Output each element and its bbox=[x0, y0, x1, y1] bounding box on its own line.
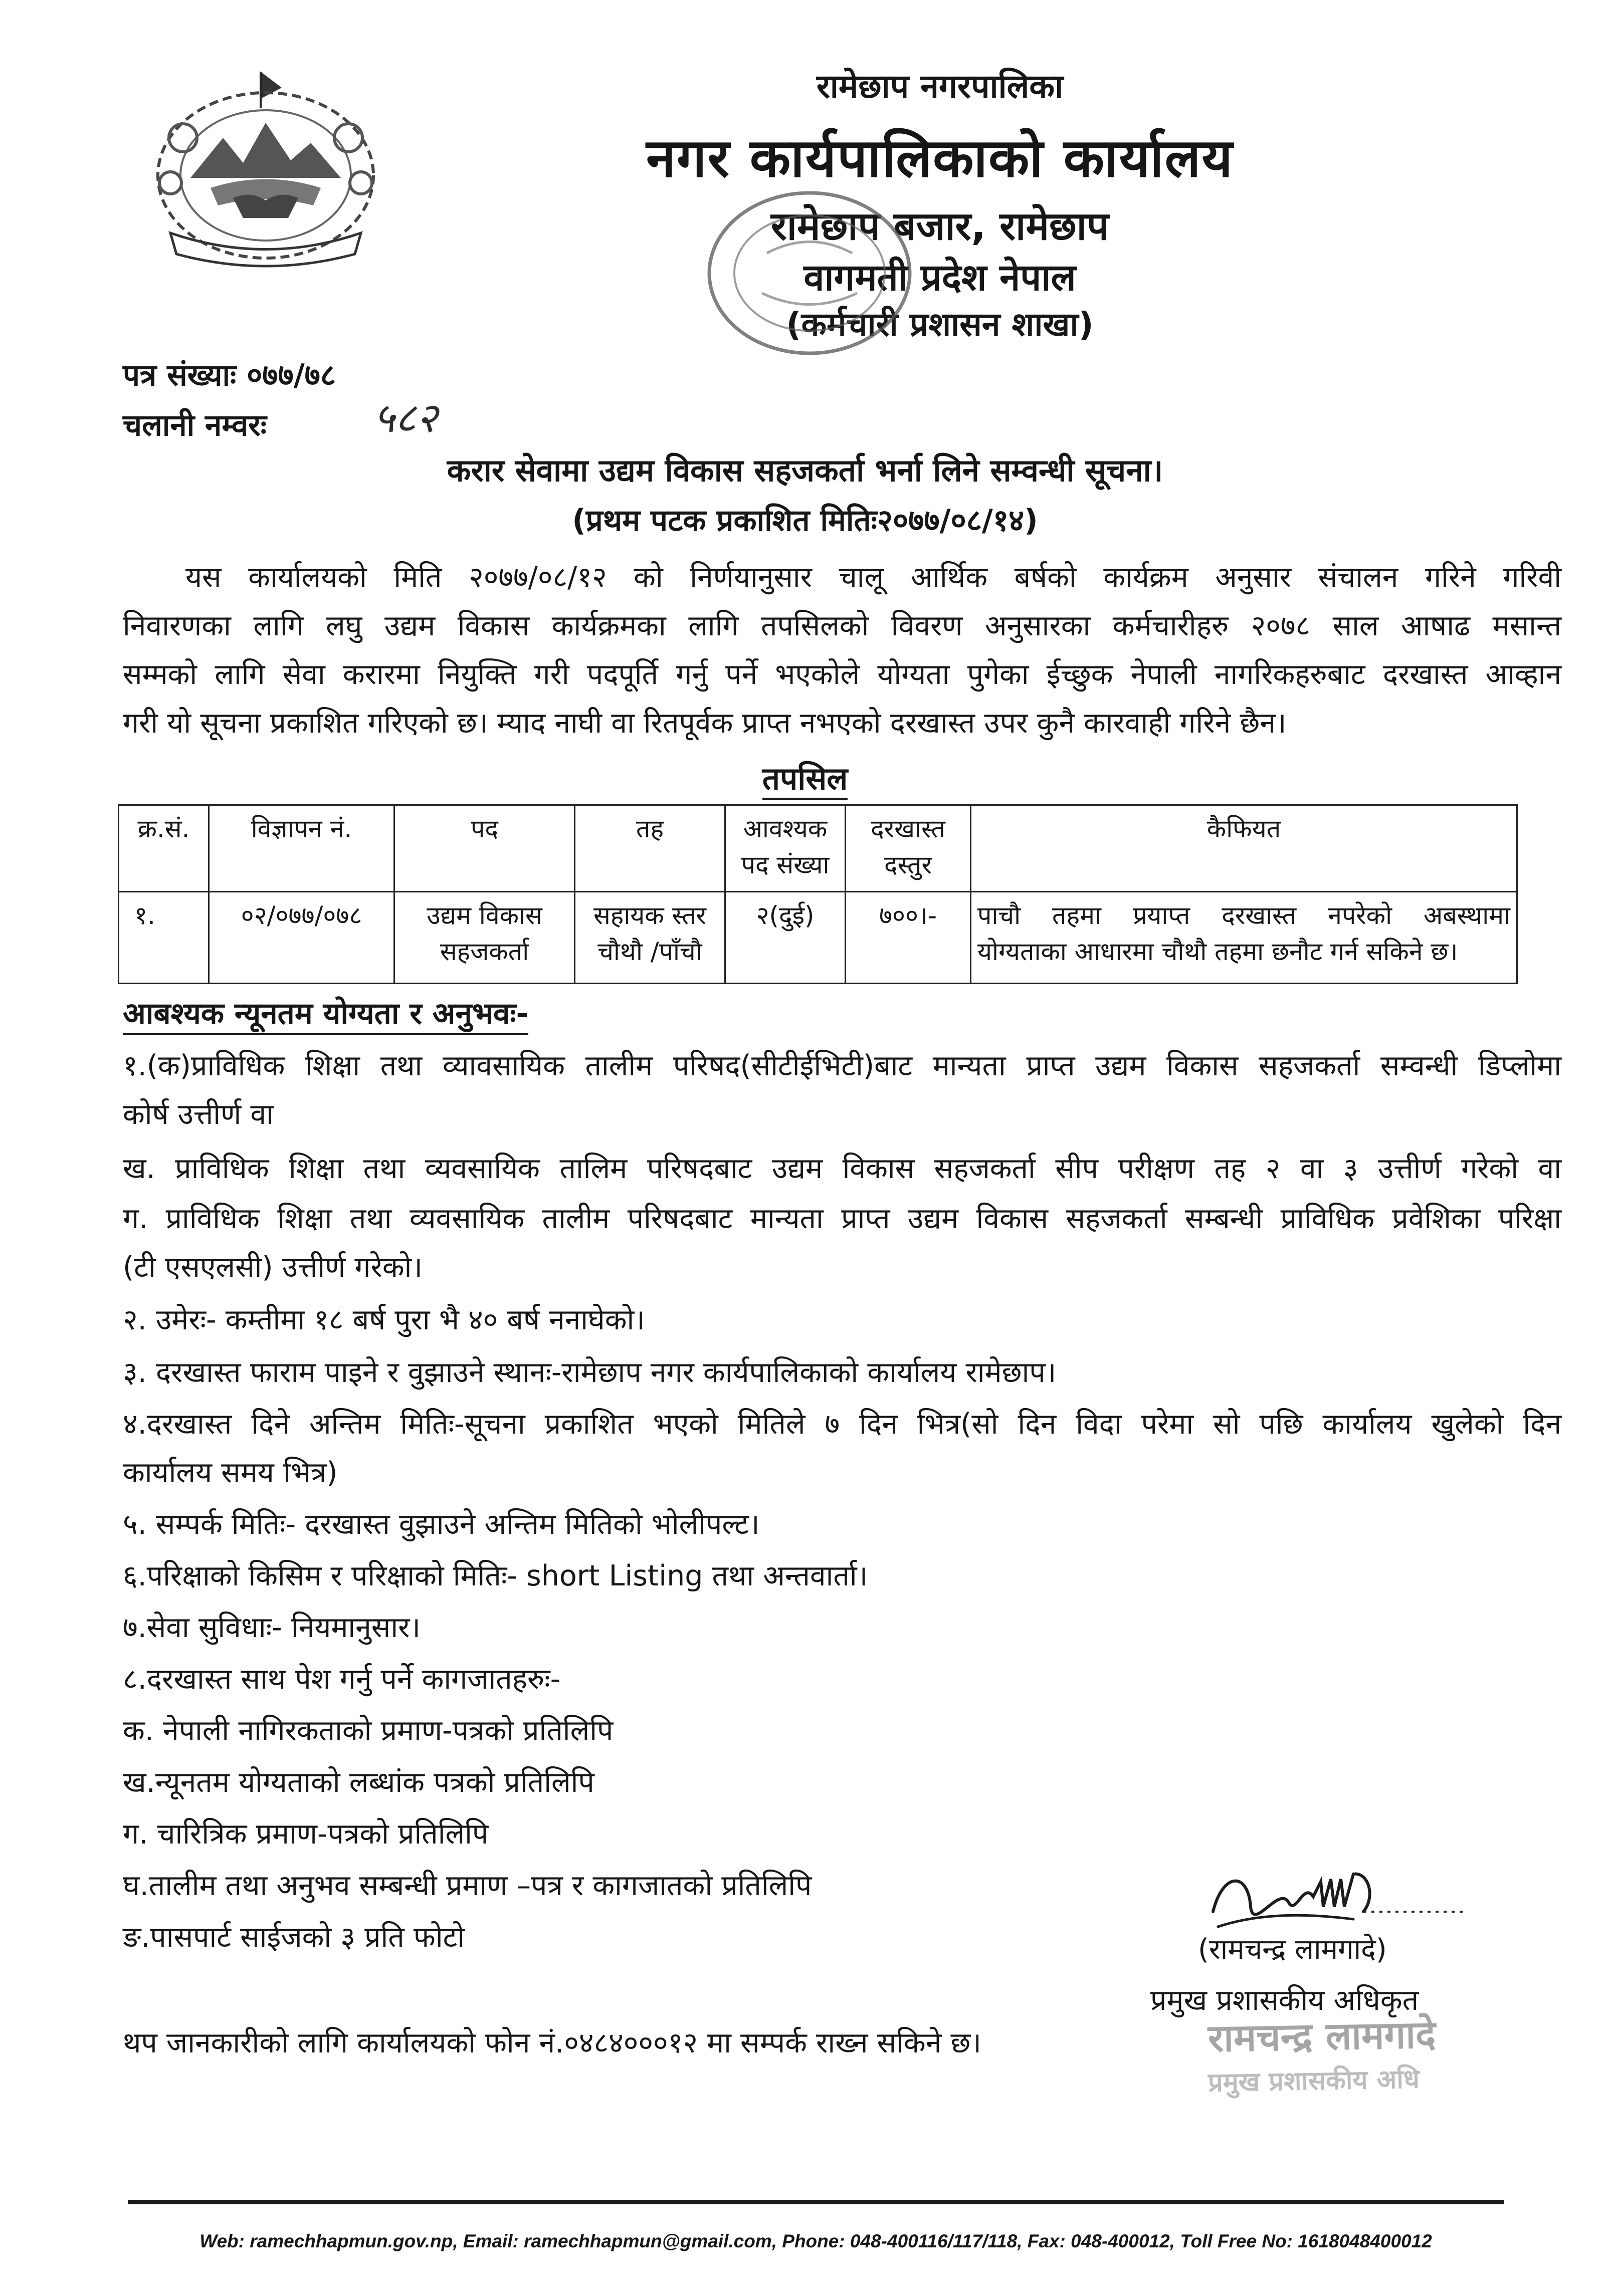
header-text: पद संख्या bbox=[741, 850, 830, 879]
publish-date-line: (प्रथम पटक प्रकाशित मितिः२०७७/०८/१४) bbox=[572, 503, 1038, 538]
header-office-name: नगर कार्यपालिकाको कार्यालय bbox=[646, 127, 1234, 189]
cell-fee: ७००।- bbox=[846, 892, 971, 984]
qualification-line: कार्यालय समय भित्र) bbox=[123, 1456, 338, 1489]
qualification-line: ३. दरखास्त फाराम पाइने र वुझाउने स्थानः-रामेछाप नगर कार्यपालिकाको कार्यालय रामेछाप। bbox=[123, 1356, 1057, 1389]
nepal-government-emblem-icon bbox=[135, 68, 396, 268]
header-text: दस्तुर bbox=[884, 850, 932, 879]
qualification-line: २. उमेरः- कम्तीमा १८ बर्ष पुरा भै ४० बर्ष ननाघेको। bbox=[123, 1303, 645, 1336]
notice-title: करार सेवामा उद्यम विकास सहजकर्ता भर्ना लिने सम्वन्धी सूचना। bbox=[447, 452, 1163, 489]
qualification-line: ग. प्राविधिक शिक्षा तथा व्यवसायिक तालीम परिषदबाट मान्यता प्राप्त उद्यम विकास सहजकर्ता सम्बन्धी प्राविधिक प्रवेशिका परिक्षा bbox=[123, 1202, 1561, 1235]
cell-sn: १. bbox=[119, 892, 209, 984]
header-municipality: रामेछाप नगरपालिका bbox=[816, 67, 1064, 106]
header-text: दरखास्त bbox=[871, 814, 945, 843]
signer-title: प्रमुख प्रशासकीय अधिकृत bbox=[1150, 1984, 1419, 2017]
cell-text: पाचौ तहमा प्रयाप्त दरखास्त नपरेको अबस्थामा bbox=[977, 901, 1510, 930]
column-header-fee bbox=[846, 805, 971, 892]
qualification-line: ५. सम्पर्क मितिः- दरखास्त वुझाउने अन्तिम मितिको भोलीपल्ट। bbox=[123, 1508, 760, 1541]
column-header-remarks: कैफियत bbox=[971, 805, 1517, 892]
header-province: वागमती प्रदेश नेपाल bbox=[803, 256, 1076, 299]
qualification-line: (टी एसएलसी) उत्तीर्ण गरेको। bbox=[123, 1251, 423, 1284]
qualification-line: ख.न्यूनतम योग्यताको लब्धांक पत्रको प्रतिलिपि bbox=[123, 1766, 594, 1799]
qualifications-heading: आबश्यक न्यूनतम योग्यता र अनुभवः- bbox=[123, 995, 528, 1035]
cell-remarks bbox=[971, 892, 1517, 984]
cell-ad-number: ०२/०७७/०७८ bbox=[209, 892, 394, 984]
qualification-line: क. नेपाली नागिरकताको प्रमाण-पत्रको प्रतिलिपि bbox=[123, 1714, 614, 1747]
cell-required-posts: २(दुई) bbox=[725, 892, 846, 984]
column-header-sn: क्र.सं. bbox=[119, 805, 209, 892]
notice-body-line: यस कार्यालयको मिति २०७७/०८/१२ को निर्णयानुसार चालू आर्थिक बर्षको कार्यक्रम अनुसार संचालन गरिने गरिवी bbox=[185, 561, 1561, 594]
cell-text: चौथौ /पाँचौ bbox=[597, 937, 702, 966]
notice-body-line: सम्मको लागि सेवा करारमा नियुक्ति गरी पदपूर्ति गर्नु पर्ने भएकोले योग्यता पुगेका ईच्छुक नेपाली नागरिकहरुबाट दरखास्त आव्हान bbox=[123, 658, 1561, 691]
notice-body-line: निवारणका लागि लघु उद्यम विकास कार्यक्रमका लागि तपसिलको विवरण अनुसारका कर्मचारीहरु २०७८ साल आषाढ मसान्त bbox=[123, 609, 1561, 642]
details-heading bbox=[0, 757, 1610, 799]
cell-level bbox=[575, 892, 725, 984]
office-seal-stamp-icon bbox=[692, 178, 927, 368]
dispatch-number-label: चलानी नम्वरः bbox=[123, 408, 267, 443]
qualification-line: ६.परिक्षाको किसिम र परिक्षाको मितिः- short Listing तथा अन्तवार्ता। bbox=[123, 1559, 868, 1592]
letter-number-label: पत्र संख्याः bbox=[123, 358, 237, 393]
name-stamp: रामचन्द्र लामगादे bbox=[1208, 2012, 1437, 2060]
qualification-line: ख. प्राविधिक शिक्षा तथा व्यवसायिक तालिम परिषदबाट उद्यम विकास सहजकर्ता सीप परीक्षण तह २ वा ३ उत्तीर्ण गरेको वा bbox=[123, 1152, 1561, 1185]
dispatch-number-line bbox=[123, 403, 267, 444]
footer-contact-text: Web: ramechhapmun.gov.np, Email: ramechhapmun@gmail.com, Phone: 048-400116/117/118, Fax: 048-400012, Toll Free No: 1618048400012 bbox=[199, 2231, 1432, 2251]
cell-post bbox=[394, 892, 575, 984]
notice-body-line: गरी यो सूचना प्रकाशित गरिएको छ। म्याद नाघी वा रितपूर्वक प्राप्त नभएको दरखास्त उपर कुनै कारवाही गरिने छैन। bbox=[123, 707, 1287, 740]
cell-text: उद्यम विकास bbox=[427, 901, 542, 930]
header-section: (कर्मचारी प्रशासन शाखा) bbox=[786, 305, 1094, 344]
header-text: आवश्यक bbox=[743, 814, 828, 843]
qualification-line: १.(क)प्राविधिक शिक्षा तथा व्यावसायिक तालीम परिषद(सीटीईभिटी)बाट मान्यता प्राप्त उद्यम विकास सहजकर्ता सम्वन्धी डिप्लोमा bbox=[123, 1049, 1561, 1082]
qualification-line: ४.दरखास्त दिने अन्तिम मितिः-सूचना प्रकाशित भएको मितिले ७ दिन भित्र(सो दिन विदा परेमा सो पछि कार्यालय खुलेको दिन bbox=[123, 1408, 1561, 1441]
qualification-line: ङ.पासपार्ट साईजको ३ प्रति फोटो bbox=[123, 1921, 465, 1954]
details-heading-text: तपसिल bbox=[762, 760, 848, 800]
title-stamp: प्रमुख प्रशासकीय अधि bbox=[1208, 2064, 1420, 2098]
qualification-line: कोर्ष उत्तीर्ण वा bbox=[123, 1098, 274, 1131]
column-header-post: पद bbox=[394, 805, 575, 892]
column-header-ad-number: विज्ञापन नं. bbox=[209, 805, 394, 892]
cell-text: सहायक स्तर bbox=[593, 901, 706, 930]
contact-info-line: थप जानकारीको लागि कार्यालयको फोन नं.०४८४०००१२ मा सम्पर्क राख्न सकिने छ। bbox=[123, 2026, 981, 2059]
qualification-line: ग. चारित्रिक प्रमाण-पत्रको प्रतिलिपि bbox=[123, 1817, 489, 1851]
dispatch-number-handwritten: ५८२ bbox=[373, 394, 438, 442]
column-header-level: तह bbox=[575, 805, 725, 892]
letter-number-value: ०७७/७८ bbox=[247, 358, 336, 393]
vacancy-table bbox=[118, 804, 1518, 984]
qualification-line: घ.तालीम तथा अनुभव सम्बन्धी प्रमाण –पत्र र कागजातको प्रतिलिपि bbox=[123, 1869, 812, 1902]
column-header-required-posts bbox=[725, 805, 846, 892]
qualification-line: ८.दरखास्त साथ पेश गर्नु पर्ने कागजातहरुः- bbox=[123, 1663, 561, 1696]
table-header-row bbox=[119, 805, 1517, 892]
table-row bbox=[119, 892, 1517, 984]
footer-divider bbox=[128, 2200, 1504, 2204]
header-address: रामेछाप बजार, रामेछाप bbox=[770, 204, 1109, 249]
signer-name: (रामचन्द्र लामगादे) bbox=[1198, 1933, 1387, 1966]
cell-text: सहजकर्ता bbox=[440, 937, 529, 966]
qualification-line: ७.सेवा सुविधाः- नियमानुसार। bbox=[123, 1611, 421, 1644]
cell-text: योग्यताका आधारमा चौथौ तहमा छनौट गर्न सकिने छ। bbox=[977, 937, 1458, 966]
letter-number-line bbox=[123, 353, 336, 394]
